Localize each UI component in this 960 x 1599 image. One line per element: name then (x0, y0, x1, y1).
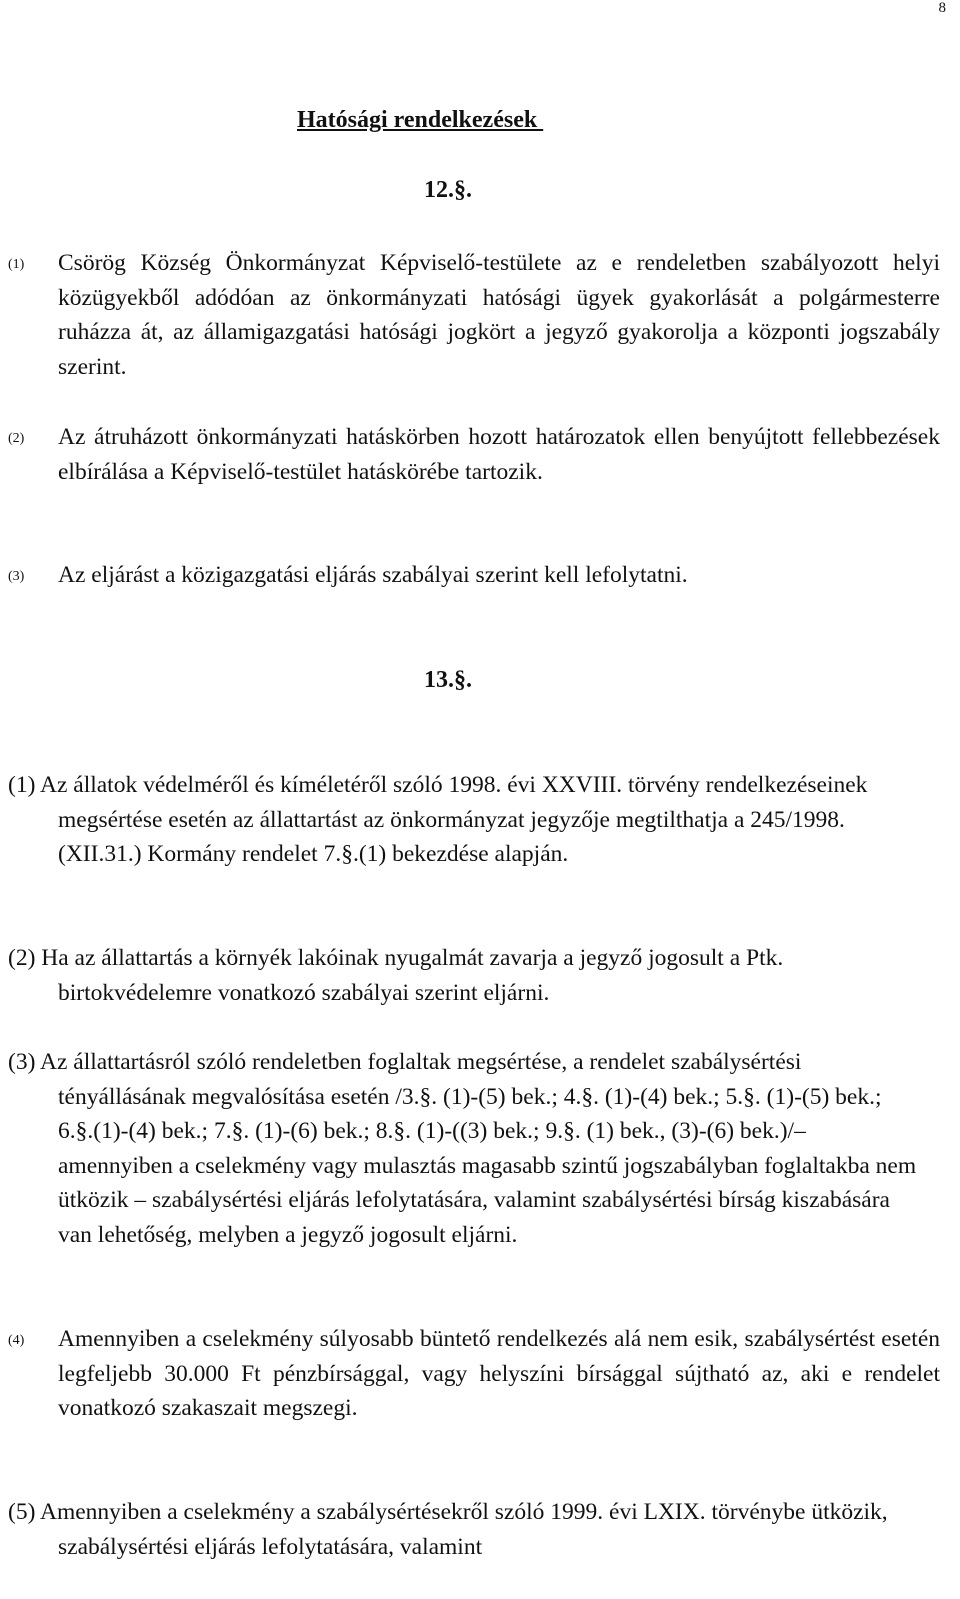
s12-item-2-text: Az átruházott önkormányzati hatáskörben hozott határozatok ellen benyújtott fellebbezések elbírálása a Képviselő-testület hatáskörébe tartozik. (58, 424, 940, 485)
s12-item-3-text: Az eljárást a közigazgatási eljárás szabályai szerint kell lefolytatni. (58, 562, 688, 588)
s13-item-5-number: (5) (8, 1499, 40, 1525)
s12-item-2-number: (2) (8, 431, 25, 446)
s13-item-3 (8, 1045, 918, 1252)
s12-item-1-number: (1) (8, 257, 25, 272)
page-number: 8 (938, 0, 946, 16)
s13-item-1-text: Az állatok védelméről és kíméletéről szóló 1998. évi XXVIII. törvény rendelkezéseinek megsértése esetén az állattartást az önkormányzat jegyzője megtilthatja a 245/1998. (XII.31.) Kormány rendelet 7.§.(1) bekezdése alapján. (39, 772, 868, 867)
s13-item-2 (8, 941, 940, 1010)
s13-item-2-text: Ha az állattartás a környék lakóinak nyugalmát zavarja a jegyző jogosult a Ptk. birtokvédelemre vonatkozó szabályai szerint eljárni. (41, 945, 784, 1006)
s13-item-5-text: Amennyiben a cselekmény a szabálysértésekről szóló 1999. évi LXIX. törvénybe ütközik, szabálysértési eljárás lefolytatására, valamint (39, 1499, 888, 1560)
s13-item-4 (8, 1322, 940, 1426)
s13-item-2-number: (2) (8, 945, 42, 971)
s13-item-3-number: (3) (8, 1049, 40, 1075)
s12-item-1 (8, 246, 940, 384)
paragraph-12-label: 12.§. (424, 177, 472, 203)
s12-item-2 (8, 420, 940, 489)
s13-item-5 (8, 1495, 918, 1564)
s13-item-1-number: (1) (8, 772, 40, 798)
section-heading: Hatósági rendelkezések (297, 107, 544, 133)
s13-item-4-number: (4) (8, 1333, 25, 1348)
s13-item-4-text: Amennyiben a cselekmény súlyosabb büntető rendelkezés alá nem esik, szabálysértést esetén legfeljebb 30.000 Ft pénzbírsággal, vagy helyszíni bírsággal sújtható az, aki e rendelet vonatkozó szakaszait megszegi. (58, 1326, 940, 1421)
s12-item-1-text: Csörög Község Önkormányzat Képviselő-testülete az e rendeletben szabályozott helyi közügyekből adódóan az önkormányzati hatósági ügyek gyakorlását a polgármesterre ruházza át, az államigazgatási hatósági jogkört a jegyző gyakorolja a központi jogszabály szerint. (58, 250, 940, 380)
paragraph-13-label: 13.§. (424, 667, 472, 693)
s13-item-3-text: Az állattartásról szóló rendeletben foglaltak megsértése, a rendelet szabálysértési tényállásának megvalósítása esetén /3.§. (1)-(5) bek.; 4.§. (1)-(4) bek.; 5.§. (1)-(5) bek.; 6.§.(1)-(4) bek.; 7.§. (1)-(6) bek.; 8.§. (1)-((3) bek.; 9.§. (1) bek., (3)-(6) bek.)/– amennyiben a cselekmény vagy mulasztás magasabb szintű jogszabályban foglaltakba nem ütközik – szabálysértési eljárás lefolytatására, valamint szabálysértési bírság kiszabására van lehetőség, melyben a jegyző jogosult eljárni. (39, 1049, 917, 1248)
s12-item-3 (8, 558, 940, 593)
s13-item-1 (8, 768, 908, 872)
s12-item-3-number: (3) (8, 569, 25, 584)
